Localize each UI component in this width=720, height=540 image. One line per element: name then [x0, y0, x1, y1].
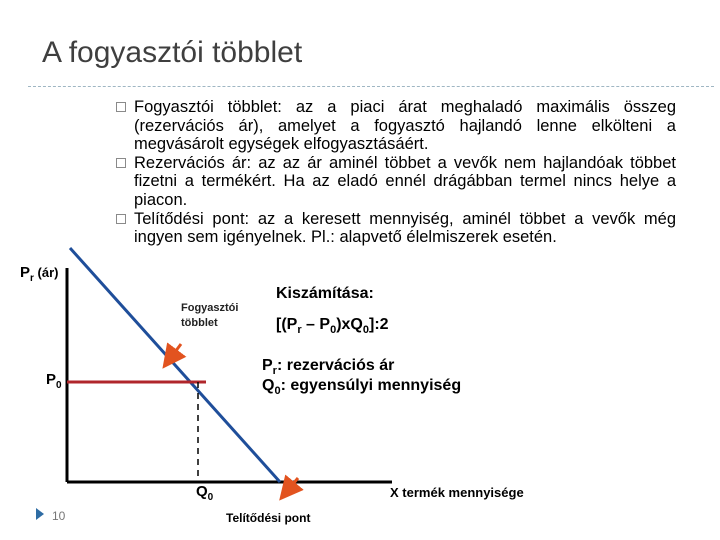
bullet-text: Fogyasztói többlet: az a piaci árat meghaladó maximális összeg (rezervációs ár), amelyet a fogyasztó hajlandó lenne elkölteni a megvásárolt egységek elfogyasztásáért. — [134, 98, 676, 154]
legend-symbol-sub: 0 — [274, 385, 281, 397]
formula-part: )xQ — [336, 316, 363, 333]
svg-text:P0 — [46, 371, 62, 391]
q0-label: Q — [196, 483, 208, 500]
bullet-text: Rezervációs ár: az az ár aminél többet a vevők nem hajlandóak többet fizetni a termékért. Ha az eladó ennél drágábban termel nincs helye a piacon. — [134, 153, 676, 209]
demand-line — [70, 248, 280, 482]
formula-sub: r — [297, 324, 302, 336]
slide-number: 10 — [52, 509, 66, 523]
slide-marker-icon — [36, 508, 44, 520]
legend-text: : rezervációs ár — [276, 357, 395, 374]
saturation-label: Telítődési pont — [226, 511, 311, 525]
formula-part: [(P — [276, 316, 298, 333]
calc-title: Kiszámítása: — [276, 285, 374, 302]
legend-reservation-price — [262, 357, 394, 377]
legend-symbol: Q — [262, 377, 275, 394]
bullet-text: Telítődési pont: az a keresett mennyiség, aminél többet a vevők még ingyen sem igényelnek. Pl.: alapvető élelmiszerek esetén. — [134, 209, 676, 247]
surplus-label-line2: többlet — [181, 317, 218, 329]
svg-text:Q0 — [196, 483, 214, 503]
legend-text: : egyensúlyi mennyiség — [280, 377, 462, 394]
slide-title: A fogyasztói többlet — [42, 36, 303, 69]
legend-symbol: P — [262, 357, 273, 374]
q0-label-sub: 0 — [207, 492, 214, 503]
formula-part: ]:2 — [369, 316, 389, 333]
p0-label: P — [46, 371, 57, 388]
y-axis-label-rest: (ár) — [33, 265, 59, 280]
y-axis-label-sub: r — [30, 273, 34, 284]
x-axis-label: X termék mennyisége — [390, 485, 524, 500]
formula-sub: 0 — [362, 324, 369, 336]
surplus-arrow — [166, 344, 181, 364]
calc-formula — [276, 316, 389, 336]
formula-sub: 0 — [330, 324, 337, 336]
formula-part: – P — [301, 316, 331, 333]
svg-text:Pr (ár) — [20, 264, 58, 284]
y-axis-label: P — [20, 264, 31, 281]
legend-symbol-sub: r — [272, 365, 277, 377]
p0-label-sub: 0 — [56, 380, 62, 391]
legend-equilibrium-quantity — [262, 377, 461, 397]
surplus-label-line1: Fogyasztói — [181, 302, 239, 314]
